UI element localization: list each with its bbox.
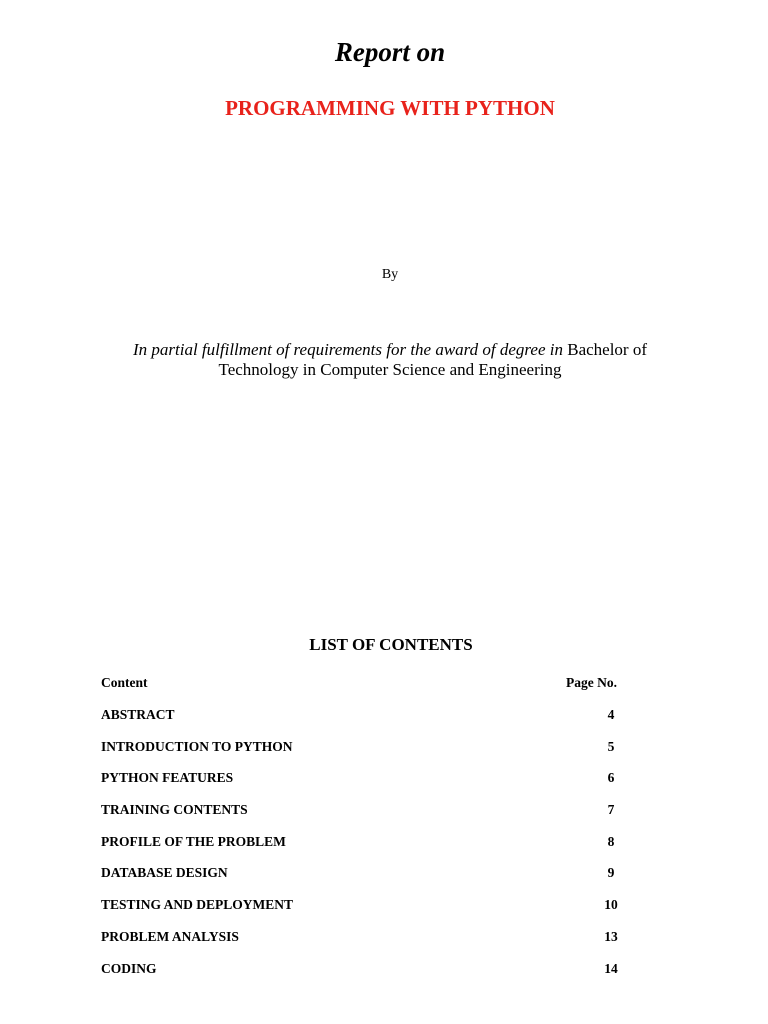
toc-row-page: 10	[604, 897, 618, 913]
toc-row-title: TRAINING CONTENTS	[101, 802, 248, 818]
toc-row-page: 14	[604, 960, 618, 976]
toc-row-title: PROFILE OF THE PROBLEM	[101, 833, 286, 849]
author-by-line: By	[381, 267, 399, 282]
toc-row	[101, 769, 631, 801]
toc-row-title: DATABASE DESIGN	[101, 865, 228, 881]
toc-row	[101, 801, 631, 833]
toc-row-page: 8	[607, 833, 615, 849]
toc-row-title: CODING	[101, 960, 157, 976]
toc-header	[101, 674, 631, 692]
toc-row-title: INTRODUCTION TO PYTHON	[101, 738, 293, 754]
fulfillment-italic-text: In partial fulfillment of requirements for the award of degree in	[132, 340, 563, 359]
toc-row-page: 5	[607, 738, 615, 754]
toc-row-page: 9	[607, 865, 615, 881]
report-heading: Report on	[334, 37, 446, 67]
toc-row-title: TESTING AND DEPLOYMENT	[101, 897, 294, 913]
report-subject: PROGRAMMING WITH PYTHON	[225, 96, 555, 120]
toc-row-page: 13	[604, 928, 618, 944]
toc-header-content: Content	[101, 675, 148, 690]
toc-row-title: PROBLEM ANALYSIS	[101, 928, 239, 944]
toc-header-page-no: Page No.	[566, 675, 617, 690]
toc-row	[101, 706, 631, 738]
fulfillment-degree-text: Bachelor of Technology in Computer Science and Engineering	[218, 340, 648, 379]
toc-title: LIST OF CONTENTS	[309, 635, 473, 654]
toc-row	[101, 738, 631, 770]
toc-row-title: PYTHON FEATURES	[101, 770, 234, 786]
toc-row-title: ABSTRACT	[101, 707, 175, 722]
toc-list	[101, 706, 631, 991]
toc-row-page: 7	[607, 802, 615, 818]
toc-row	[101, 864, 631, 896]
toc-row-page: 6	[607, 770, 615, 786]
toc-row	[101, 833, 631, 865]
toc-row	[101, 960, 631, 992]
fulfillment-statement	[110, 340, 670, 380]
toc-row	[101, 896, 631, 928]
toc-row-page: 4	[607, 707, 615, 722]
toc-row	[101, 928, 631, 960]
